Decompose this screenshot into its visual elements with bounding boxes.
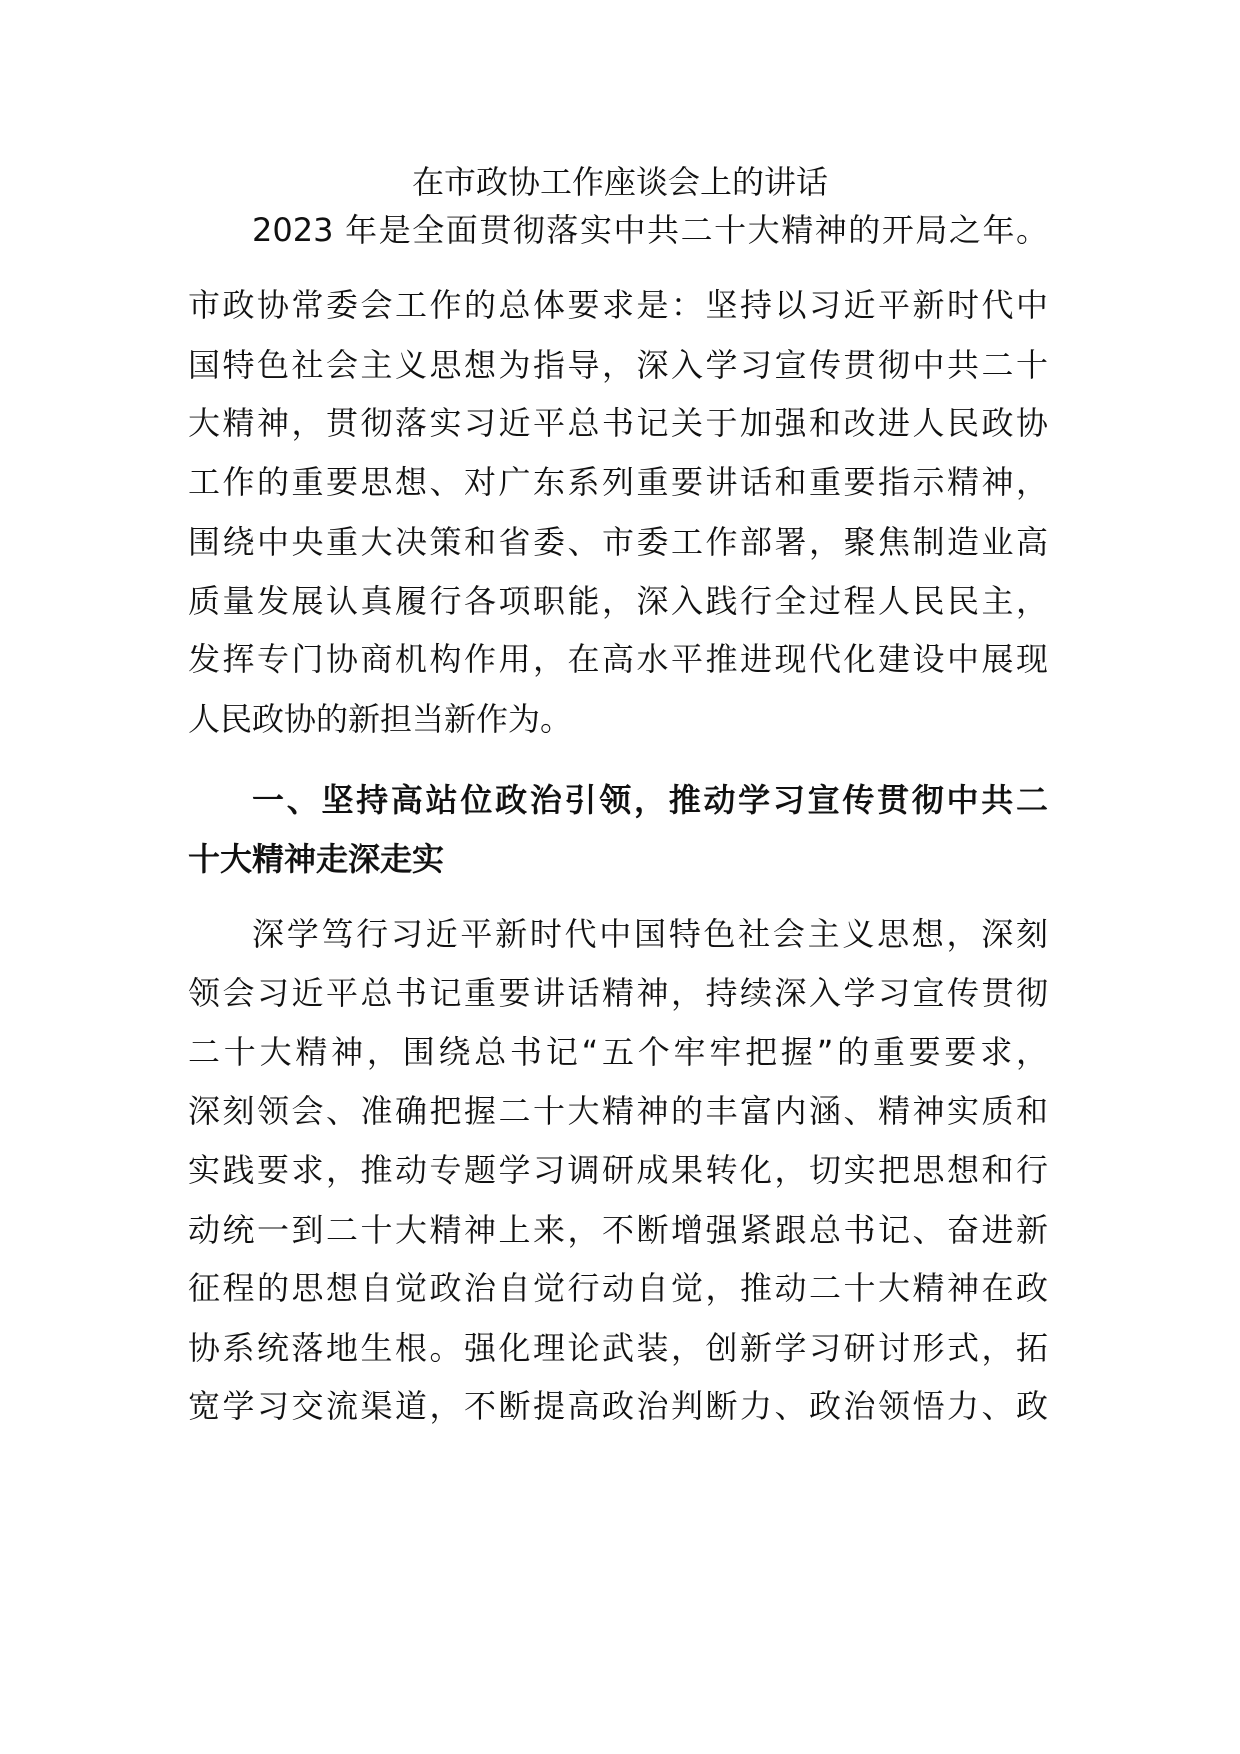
section1-heading-line-2: 十大精神走深走实 (188, 840, 445, 878)
section1-body-line-8: 协系统落地生根。强化理论武装，创新学习研讨形式，拓 (188, 1329, 1048, 1367)
intro-line-6: 围绕中央重大决策和省委、市委工作部署，聚焦制造业高 (188, 523, 1048, 561)
intro-line-5: 工作的重要思想、对广东系列重要讲话和重要指示精神， (188, 463, 1048, 501)
section1-heading-line-1: 一、坚持高站位政治引领，推动学习宣传贯彻中共二 (252, 781, 1048, 819)
section1-body-line-7: 征程的思想自觉政治自觉行动自觉，推动二十大精神在政 (188, 1269, 1048, 1307)
section1-body-line-1: 深学笃行习近平新时代中国特色社会主义思想，深刻 (252, 915, 1048, 953)
intro-line-3: 国特色社会主义思想为指导，深入学习宣传贯彻中共二十 (188, 346, 1048, 384)
section1-body-line-6: 动统一到二十大精神上来，不断增强紧跟总书记、奋进新 (188, 1211, 1048, 1249)
section1-body-line-2: 领会习近平总书记重要讲话精神，持续深入学习宣传贯彻 (188, 974, 1048, 1012)
document-title: 在市政协工作座谈会上的讲话 (411, 163, 828, 201)
section1-body-line-5: 实践要求，推动专题学习调研成果转化，切实把思想和行 (188, 1151, 1048, 1189)
intro-line-2: 市政协常委会工作的总体要求是：坚持以习近平新时代中 (188, 286, 1048, 324)
intro-line-8: 发挥专门协商机构作用，在高水平推进现代化建设中展现 (188, 640, 1048, 678)
intro-line-4: 大精神，贯彻落实习近平总书记关于加强和改进人民政协 (188, 404, 1048, 442)
intro-line-1: 2023 年是全面贯彻落实中共二十大精神的开局之年。 (252, 211, 1048, 249)
intro-line-9: 人民政协的新担当新作为。 (188, 700, 573, 738)
section1-body-line-9: 宽学习交流渠道，不断提高政治判断力、政治领悟力、政 (188, 1387, 1048, 1425)
section1-body-line-3: 二十大精神，围绕总书记“五个牢牢把握”的重要要求， (188, 1033, 1048, 1071)
intro-line-7: 质量发展认真履行各项职能，深入践行全过程人民民主， (188, 582, 1048, 620)
section1-body-line-4: 深刻领会、准确把握二十大精神的丰富内涵、精神实质和 (188, 1092, 1048, 1130)
